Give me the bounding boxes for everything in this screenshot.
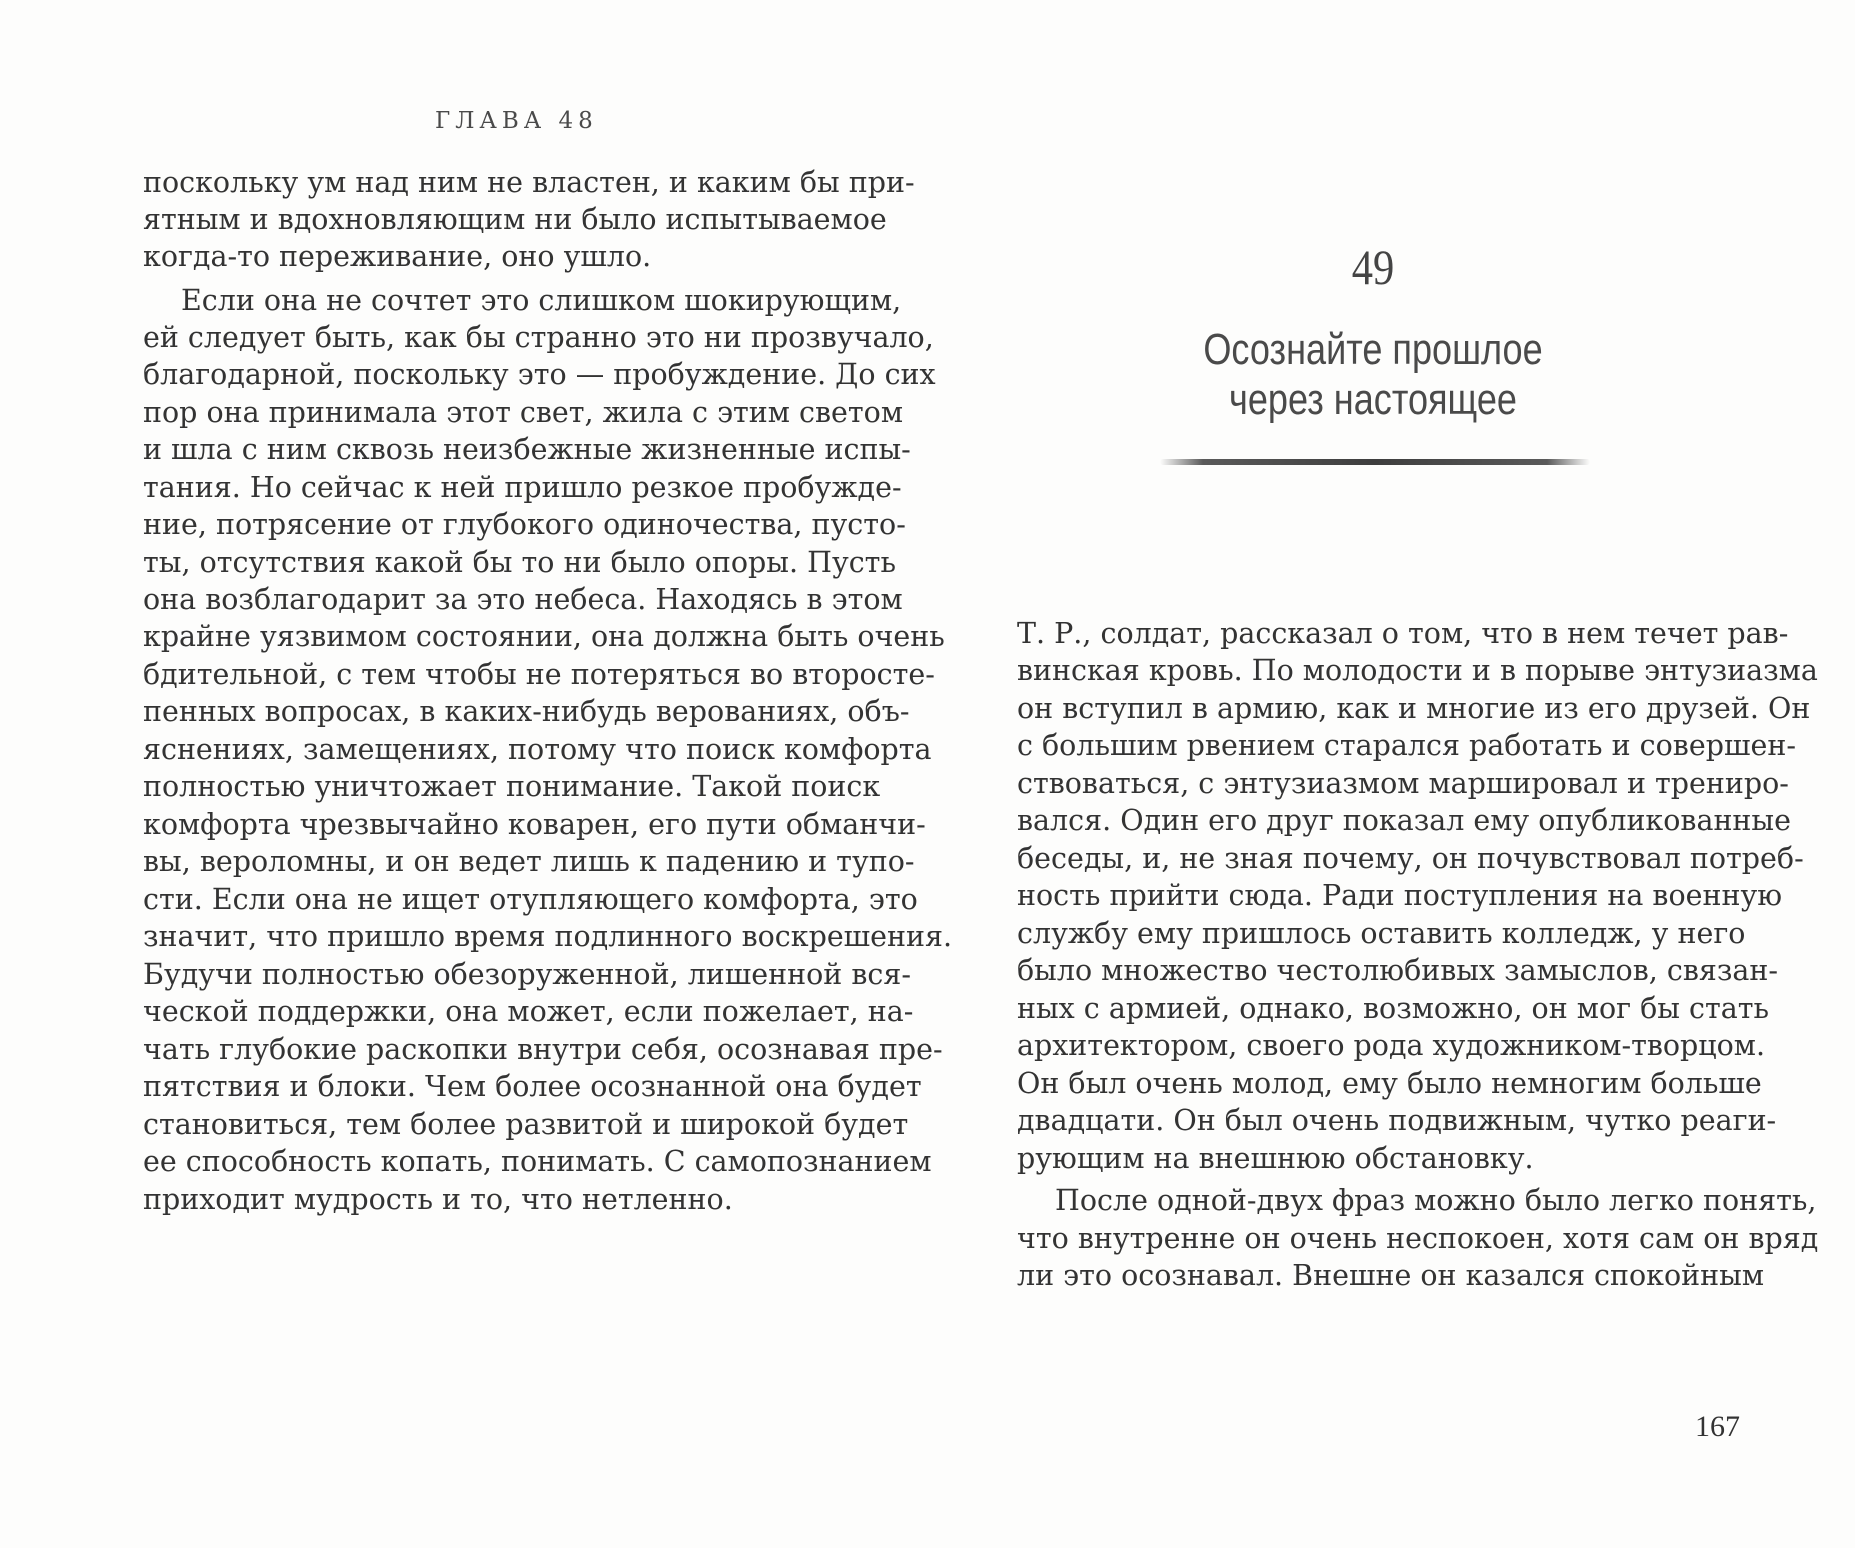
text-line: яснениях, замещениях, потому что поиск комфорта — [143, 733, 932, 766]
page-number: 167 — [1695, 1410, 1740, 1443]
text-line: Т. Р., солдат, рассказал о том, что в нем течет рав- — [1017, 617, 1789, 650]
text-line: было множество честолюбивых замыслов, связан- — [1017, 954, 1779, 987]
text-line: ствоваться, с энтузиазмом маршировал и трениро- — [1017, 767, 1789, 800]
text-line: она возблагодарит за это небеса. Находясь в этом — [143, 583, 903, 616]
text-line: вался. Один его друг показал ему опубликованные — [1017, 804, 1791, 837]
text-line: Если она не сочтет это слишком шокирующим, — [181, 284, 902, 317]
text-line: ятным и вдохновляющим ни было испытываемое — [143, 203, 887, 236]
chapter-number: 49 — [1351, 239, 1395, 295]
text-line: тания. Но сейчас к ней пришло резкое пробужде- — [143, 471, 902, 504]
text-line: ность прийти сюда. Ради поступления на военную — [1017, 879, 1783, 912]
title-divider — [1160, 459, 1590, 465]
text-line: ты, отсутствия какой бы то ни было опоры. Пусть — [143, 546, 896, 579]
running-head: ГЛАВА 48 — [435, 108, 598, 134]
text-line: приходит мудрость и то, что нетленно. — [143, 1183, 733, 1216]
text-line: Он был очень молод, ему было немногим больше — [1017, 1067, 1762, 1100]
text-line: ческой поддержки, она может, если пожелает, на- — [143, 995, 914, 1028]
text-line: чать глубокие раскопки внутри себя, осознавая пре- — [143, 1033, 943, 1066]
text-line: После одной-двух фраз можно было легко понять, — [1055, 1184, 1817, 1217]
text-line: значит, что пришло время подлинного воскрешения. — [143, 920, 953, 953]
text-line: пятствия и блоки. Чем более осознанной она будет — [143, 1070, 922, 1103]
text-line: комфорта чрезвычайно коварен, его пути обманчи- — [143, 808, 926, 841]
text-line: ей следует быть, как бы странно это ни прозвучало, — [143, 321, 934, 354]
text-line: двадцати. Он был очень подвижным, чутко реаги- — [1017, 1104, 1777, 1137]
text-line: беседы, и, не зная почему, он почувствовал потреб- — [1017, 842, 1804, 875]
text-line: ее способность копать, понимать. С самопознанием — [143, 1145, 932, 1178]
text-line: что внутренне он очень неспокоен, хотя сам он вряд — [1017, 1222, 1819, 1255]
text-line: и шла с ним сквозь неизбежные жизненные испы- — [143, 433, 911, 466]
text-line: винская кровь. По молодости и в порыве энтузиазма — [1017, 654, 1818, 687]
text-line: крайне уязвимом состоянии, она должна быть очень — [143, 620, 945, 653]
text-line: полностью уничтожает понимание. Такой поиск — [143, 770, 881, 803]
text-line: поскольку ум над ним не властен, и каким бы при- — [143, 166, 915, 199]
chapter-title-line: через настоящее — [1229, 375, 1517, 424]
text-line: становиться, тем более развитой и широкой будет — [143, 1108, 909, 1141]
text-line: с большим рвением старался работать и совершен- — [1017, 729, 1796, 762]
text-line: рующим на внешнюю обстановку. — [1017, 1142, 1534, 1175]
text-line: Будучи полностью обезоруженной, лишенной вся- — [143, 958, 911, 991]
text-line: бдительной, с тем чтобы не потеряться во второсте- — [143, 658, 935, 691]
text-line: ных с армией, однако, возможно, он мог бы стать — [1017, 992, 1769, 1025]
text-line: когда-то переживание, оно ушло. — [143, 240, 652, 273]
text-line: сти. Если она не ищет отупляющего комфорта, это — [143, 883, 918, 916]
text-line: ние, потрясение от глубокого одиночества, пусто- — [143, 508, 906, 541]
text-line: архитектором, своего рода художником-творцом. — [1017, 1029, 1765, 1062]
text-line: пор она принимала этот свет, жила с этим светом — [143, 396, 903, 429]
text-line: пенных вопросах, в каких-нибудь верованиях, объ- — [143, 695, 910, 728]
text-line: службу ему пришлось оставить колледж, у него — [1017, 917, 1746, 950]
text-line: вы, вероломны, и он ведет лишь к падению и тупо- — [143, 845, 915, 878]
chapter-title-line: Осознайте прошлое — [1203, 325, 1543, 374]
text-line: ли это осознавал. Внешне он казался спокойным — [1017, 1259, 1764, 1292]
text-line: благодарной, поскольку это — пробуждение. До сих — [143, 358, 936, 391]
text-line: он вступил в армию, как и многие из его друзей. Он — [1017, 692, 1811, 725]
